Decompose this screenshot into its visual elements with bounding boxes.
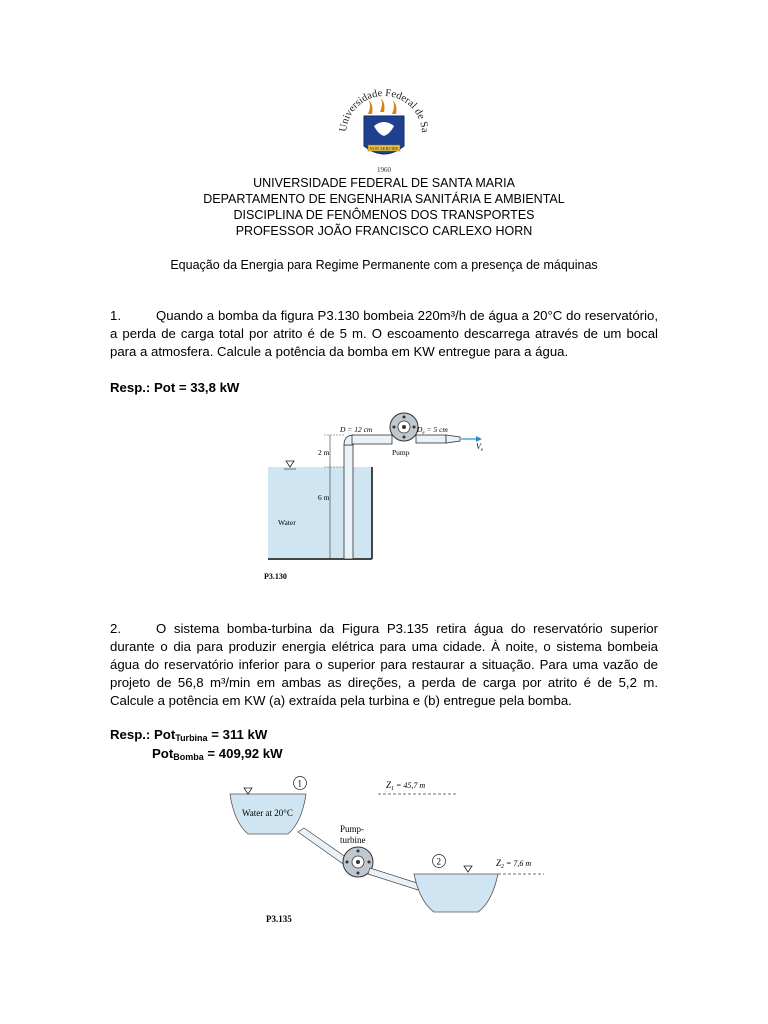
label-z1: $Z_1 = 45,7$ m (386, 780, 426, 792)
dim-6m: 6 m (318, 493, 330, 502)
question-number: 2. (110, 621, 121, 636)
label-water: Water (278, 518, 296, 527)
figure-p3-130 (256, 405, 501, 585)
university-logo (334, 82, 434, 177)
figure-p3-135 (228, 772, 548, 932)
label-de: $D_e = 5$ cm (417, 425, 448, 436)
nozzle (446, 435, 460, 443)
logo-year: 1960 (377, 166, 391, 174)
header-line-professor: PROFESSOR JOÃO FRANCISCO CARLEXO HORN (235, 224, 533, 238)
question-1 (110, 307, 658, 361)
free-surface-icon (464, 866, 472, 872)
svg-text:1: 1 (297, 778, 302, 789)
label-d: D = 12 cm (340, 425, 373, 434)
free-surface-icon (244, 788, 252, 794)
free-surface-icon (286, 461, 294, 467)
question-2 (110, 620, 658, 710)
header-line-discipline: DISCIPLINA DE FENÔMENOS DOS TRANSPORTES (233, 208, 535, 222)
horizontal-pipe (352, 435, 392, 444)
figure-caption: P3.135 (266, 914, 292, 924)
label-ve: $V_e$ (476, 442, 484, 453)
svg-text:2: 2 (436, 856, 441, 867)
label-pump: Pump (392, 448, 410, 457)
answer-2-turbine: Resp.: Pot$_{Turbina}$ = 311 kW (110, 727, 268, 743)
lower-reservoir (414, 874, 498, 912)
label-pump-line2: turbine (340, 835, 366, 845)
reservoir-water (268, 467, 372, 559)
logo-banner: NON SERVIRE (369, 146, 399, 151)
dim-2m: 2 m (318, 448, 330, 457)
header-line-university: UNIVERSIDADE FEDERAL DE SANTA MARIA (253, 176, 515, 190)
label-water: Water at 20°C (242, 808, 293, 818)
answer-1: Resp.: Pot = 33,8 kW (110, 380, 240, 395)
label-z2: $Z_2 = 7,6$ m (496, 858, 532, 870)
question-text: O sistema bomba-turbina da Figura P3.135 retira água do reservatório superior durante o dia para produzir energia elétrica para uma cidade. À noite, o sistema bombeia água do reservatório inferior para o superior para restaurar a situação. Para uma vazão de projeto de 56,8 m³/min em ambas as direções, a perda de carga por atrito é de 5,2 m. Calcule a potência em KW (a) extraída pela turbina e (b) entregue pela bomba. (110, 621, 658, 708)
header-line-department: DEPARTAMENTO DE ENGENHARIA SANITÁRIA E AMBIENTAL (203, 192, 565, 206)
document-subtitle: Equação da Energia para Regime Permanente com a presença de máquinas (170, 258, 598, 272)
answer-2-pump: Pot$_{Bomba}$ = 409,92 kW (152, 746, 283, 762)
question-text: Quando a bomba da figura P3.130 bombeia 220m³/h de água a 20°C do reservatório, a perda de carga total por atrito é de 5 m. O escoamento descarrega através de um bocal para a atmosfera. Calcule a potência da bomba em KW entregue para a água. (110, 308, 658, 359)
label-pump-line1: Pump- (340, 824, 365, 834)
figure-caption: P3.130 (264, 572, 287, 581)
question-number: 1. (110, 308, 121, 323)
vertical-pipe (344, 445, 353, 559)
logo-ring-text: Universidade Federal de Sa (337, 87, 431, 134)
